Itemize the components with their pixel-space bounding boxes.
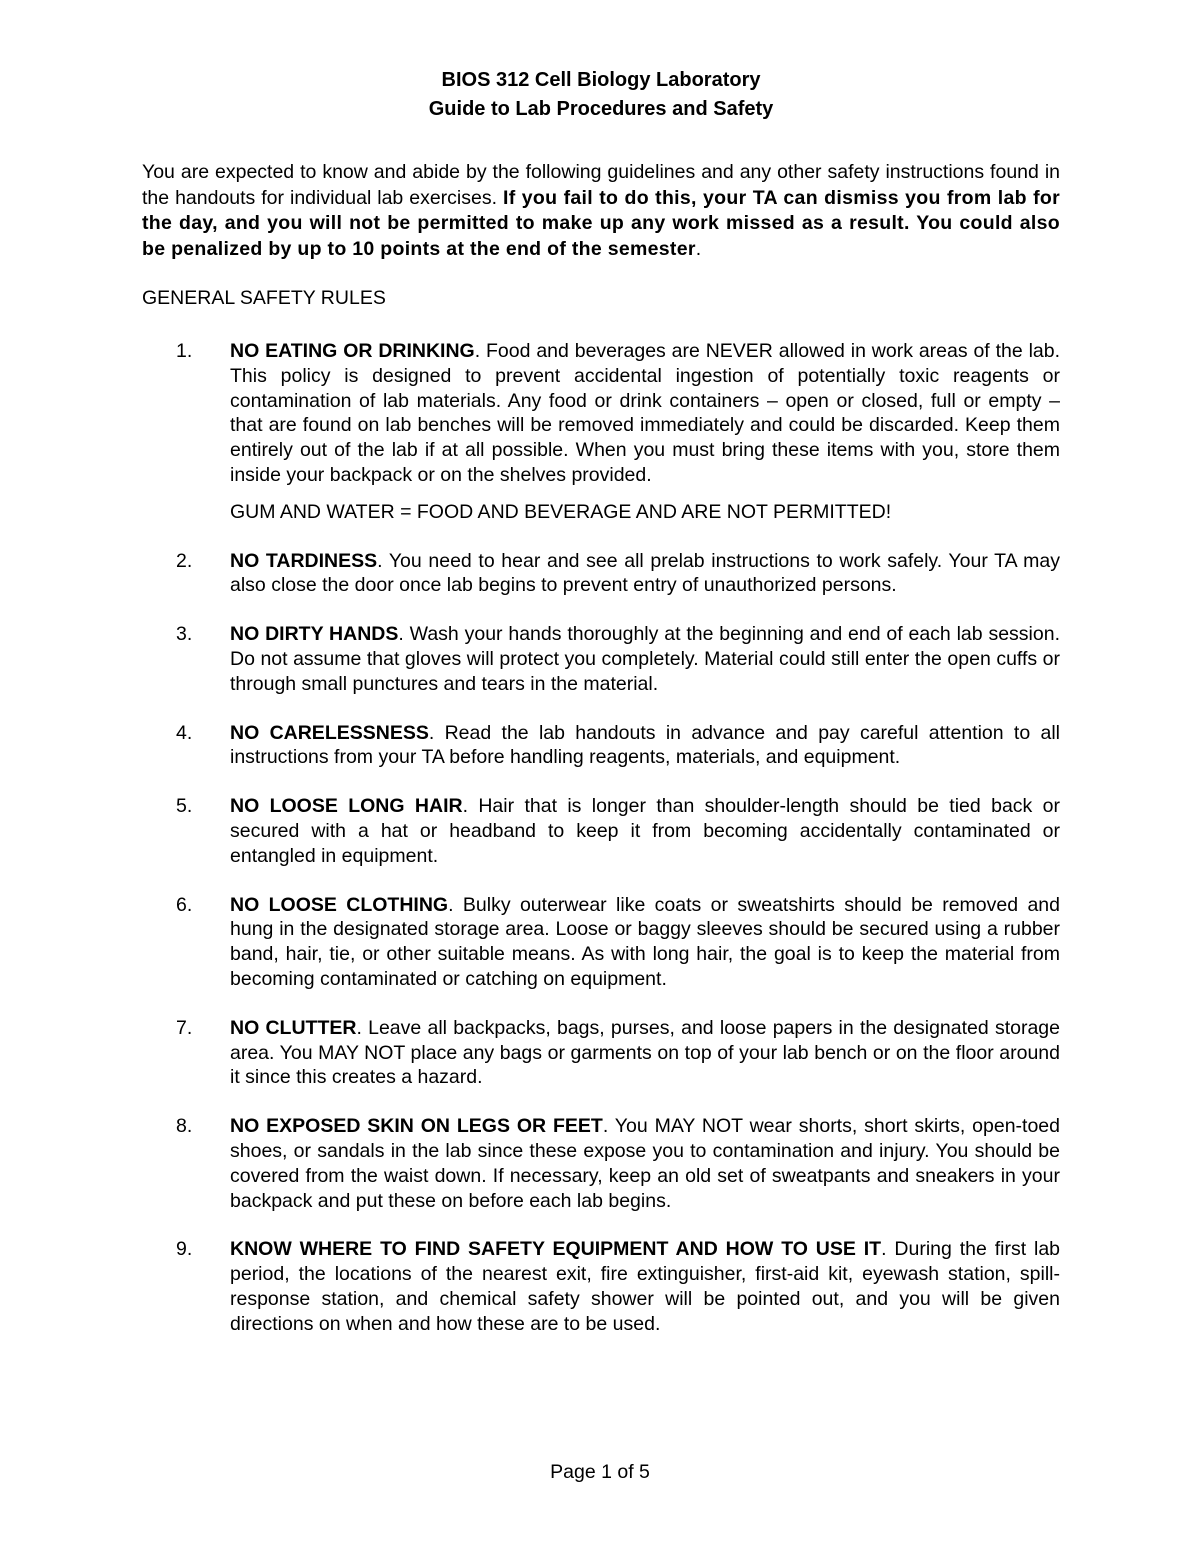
intro-text: You are expected to know and abide by the following guidelines and any other safety instructions found in the handouts for individual lab exercises. (142, 161, 1060, 209)
rule-text: . Bulky outerwear like coats or sweatshirts should be removed and hung in the designated storage area. Loose or baggy sleeves should be secured using a rubber band, hair, tie, or other suitable means. As with long hair, the goal is to keep the material from becoming contaminated or catching on equipment. (230, 893, 1060, 990)
intro-paragraph (142, 160, 1060, 262)
rule-number: 8. (176, 1115, 193, 1138)
intro-end: . (695, 237, 702, 260)
rule-number: 4. (176, 721, 193, 744)
rule-number: 6. (176, 893, 193, 916)
rule-text: . Wash your hands thoroughly at the beginning and end of each lab session. Do not assume that gloves will protect you completely. Material could still enter the open cuffs or through small punctures and tears in the material. (230, 623, 1060, 695)
rule-heading: NO LOOSE LONG HAIR (230, 795, 463, 818)
rule-item (142, 549, 1060, 599)
rule-item (142, 1114, 1060, 1213)
rule-number: 5. (176, 795, 193, 818)
document-title (142, 66, 1060, 124)
page-footer: Page 1 of 5 (550, 1461, 650, 1483)
rule-heading: NO CARELESSNESS (230, 721, 429, 744)
rule-item (142, 893, 1060, 992)
rule-item (142, 339, 1060, 525)
rule-item (142, 1016, 1060, 1090)
rule-heading: NO DIRTY HANDS (230, 623, 399, 646)
section-heading: GENERAL SAFETY RULES (142, 287, 386, 309)
rule-heading: KNOW WHERE TO FIND SAFETY EQUIPMENT AND HOW TO USE IT (230, 1238, 882, 1261)
rule-heading: NO TARDINESS (230, 549, 378, 572)
rule-number: 3. (176, 623, 193, 646)
document-page (142, 66, 1060, 1361)
rule-text: . Food and beverages are NEVER allowed in work areas of the lab. This policy is designed to prevent accidental ingestion of potentially toxic reagents or contamination of lab materials. Any food or drink containers – open or closed, full or empty – that are found on lab benches will be removed immediately and could be discarded. Keep them entirely out of the lab if at all possible. When you must bring these items with you, store them inside your backpack or on the shelves provided. (230, 340, 1061, 486)
rule-text: . Read the lab handouts in advance and pay careful attention to all instructions from your TA before handling reagents, materials, and equipment. (230, 721, 1061, 769)
rule-number: 9. (176, 1238, 193, 1261)
rule-heading: NO EXPOSED SKIN ON LEGS OR FEET (230, 1115, 603, 1138)
rule-heading: NO CLUTTER (230, 1016, 357, 1039)
rule-item (142, 794, 1060, 868)
rule-heading: NO EATING OR DRINKING (230, 340, 475, 362)
rule-heading: NO LOOSE CLOTHING (230, 893, 449, 916)
rule-number: 7. (176, 1016, 193, 1039)
rules-list (142, 339, 1060, 1337)
rule-item (142, 622, 1060, 696)
title-line-1: BIOS 312 Cell Biology Laboratory (441, 69, 761, 91)
rule-extra-note: GUM AND WATER = FOOD AND BEVERAGE AND ARE NOT PERMITTED! (230, 500, 892, 523)
rule-item (142, 1237, 1060, 1336)
rule-number: 1. (176, 340, 193, 362)
intro-warning: If you fail to do this, your TA can dismiss you from lab for the day, and you will not be permitted to make up any work missed as a result. You could also be penalized by up to 10 points at the end of the semester (142, 186, 1061, 260)
rule-text: . Hair that is longer than shoulder-length should be tied back or secured with a hat or headband to keep it from becoming accidentally contaminated or entangled in equipment. (230, 795, 1060, 867)
title-line-2: Guide to Lab Procedures and Safety (428, 98, 774, 120)
rule-item (142, 721, 1060, 771)
rule-text: . During the first lab period, the locations of the nearest exit, fire extinguisher, first-aid kit, eyewash station, spill-response station, and chemical safety shower will be pointed out, and you will be given directions on when and how these are to be used. (230, 1238, 1061, 1335)
rule-text: . You MAY NOT wear shorts, short skirts, open-toed shoes, or sandals in the lab since these expose you to contamination and injury. You should be covered from the waist down. If necessary, keep an old set of sweatpants and sneakers in your backpack and put these on before each lab begins. (230, 1115, 1061, 1212)
rule-text: . You need to hear and see all prelab instructions to work safely. Your TA may also close the door once lab begins to prevent entry of unauthorized persons. (230, 549, 1060, 597)
rule-text: . Leave all backpacks, bags, purses, and loose papers in the designated storage area. You MAY NOT place any bags or garments on top of your lab bench or on the floor around it since this creates a hazard. (230, 1016, 1060, 1089)
rule-number: 2. (176, 549, 193, 572)
